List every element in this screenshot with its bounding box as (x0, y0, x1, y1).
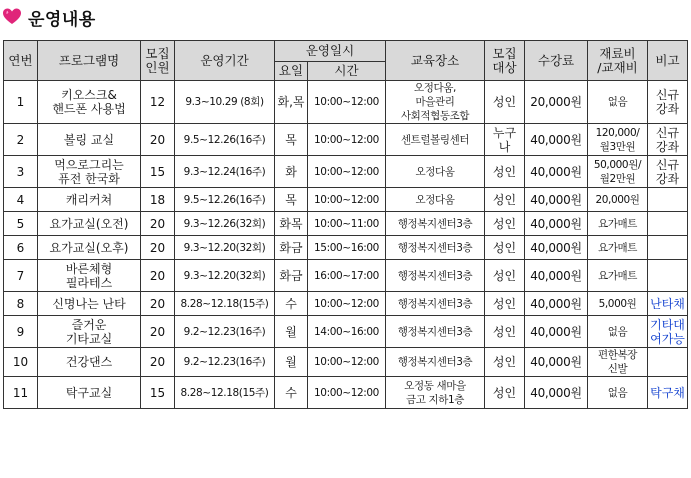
target-cell: 성인 (485, 348, 525, 377)
page-title (2, 4, 96, 30)
row-number-cell: 9 (4, 316, 38, 348)
day-cell: 목 (275, 188, 308, 212)
target-cell: 성인 (485, 81, 525, 124)
header-capacity: 모집 인원 (141, 41, 175, 81)
header-schedule: 운영일시 (275, 41, 386, 62)
material-cell: 없음 (588, 377, 648, 409)
note-cell: 탁구채 (648, 377, 688, 409)
heart-icon (2, 7, 22, 27)
period-cell: 9.3~12.26(32회) (175, 212, 275, 236)
table-row (4, 292, 688, 316)
note-cell (648, 236, 688, 260)
header-fee: 수강료 (525, 41, 588, 81)
period-cell: 8.28~12.18(15주) (175, 377, 275, 409)
header-target: 모집 대상 (485, 41, 525, 81)
period-cell: 9.3~10.29 (8회) (175, 81, 275, 124)
place-cell: 오정다움 (386, 156, 485, 188)
fee-cell: 40,000원 (525, 188, 588, 212)
note-cell: 신규 강좌 (648, 81, 688, 124)
place-cell: 행정복지센터3층 (386, 292, 485, 316)
day-cell: 월 (275, 348, 308, 377)
place-cell: 오정동 새마을 금고 지하1층 (386, 377, 485, 409)
period-cell: 9.2~12.23(16주) (175, 348, 275, 377)
header-day: 요일 (275, 62, 308, 81)
time-cell: 16:00~17:00 (308, 260, 386, 292)
program-name-cell: 캐리커쳐 (38, 188, 141, 212)
row-number-cell: 5 (4, 212, 38, 236)
day-cell: 목 (275, 124, 308, 156)
time-cell: 10:00~12:00 (308, 156, 386, 188)
fee-cell: 40,000원 (525, 156, 588, 188)
capacity-cell: 20 (141, 260, 175, 292)
program-name-cell: 즐거운 기타교실 (38, 316, 141, 348)
program-name-cell: 신명나는 난타 (38, 292, 141, 316)
fee-cell: 40,000원 (525, 124, 588, 156)
table-row (4, 236, 688, 260)
header-place: 교육장소 (386, 41, 485, 81)
program-name-cell: 키오스크& 핸드폰 사용법 (38, 81, 141, 124)
period-cell: 9.5~12.26(16주) (175, 188, 275, 212)
note-cell (648, 212, 688, 236)
material-cell: 없음 (588, 81, 648, 124)
capacity-cell: 20 (141, 236, 175, 260)
row-number-cell: 10 (4, 348, 38, 377)
program-name-cell: 먹으로그리는 퓨전 한국화 (38, 156, 141, 188)
day-cell: 화금 (275, 260, 308, 292)
note-cell (648, 348, 688, 377)
header-material: 재료비 /교재비 (588, 41, 648, 81)
table-row (4, 316, 688, 348)
period-cell: 9.3~12.20(32회) (175, 236, 275, 260)
place-cell: 오정다움, 마을관리 사회적협동조합 (386, 81, 485, 124)
place-cell: 행정복지센터3층 (386, 212, 485, 236)
note-cell: 난타채 (648, 292, 688, 316)
target-cell: 성인 (485, 377, 525, 409)
fee-cell: 40,000원 (525, 260, 588, 292)
capacity-cell: 20 (141, 212, 175, 236)
capacity-cell: 12 (141, 81, 175, 124)
row-number-cell: 11 (4, 377, 38, 409)
material-cell: 편한복장 신발 (588, 348, 648, 377)
header-row (4, 41, 688, 62)
table-row (4, 156, 688, 188)
time-cell: 10:00~11:00 (308, 212, 386, 236)
capacity-cell: 20 (141, 348, 175, 377)
row-number-cell: 3 (4, 156, 38, 188)
program-table (3, 40, 688, 409)
material-cell: 없음 (588, 316, 648, 348)
note-cell: 신규 강좌 (648, 124, 688, 156)
period-cell: 8.28~12.18(15주) (175, 292, 275, 316)
header-no: 연번 (4, 41, 38, 81)
note-cell: 기타대 여가능 (648, 316, 688, 348)
target-cell: 성인 (485, 156, 525, 188)
capacity-cell: 18 (141, 188, 175, 212)
capacity-cell: 20 (141, 292, 175, 316)
note-cell: 신규 강좌 (648, 156, 688, 188)
fee-cell: 40,000원 (525, 316, 588, 348)
header-note: 비고 (648, 41, 688, 81)
time-cell: 10:00~12:00 (308, 348, 386, 377)
row-number-cell: 6 (4, 236, 38, 260)
table-row (4, 212, 688, 236)
program-name-cell: 탁구교실 (38, 377, 141, 409)
header-period: 운영기간 (175, 41, 275, 81)
day-cell: 화목 (275, 212, 308, 236)
program-name-cell: 요가교실(오전) (38, 212, 141, 236)
day-cell: 월 (275, 316, 308, 348)
program-name-cell: 건강댄스 (38, 348, 141, 377)
fee-cell: 40,000원 (525, 292, 588, 316)
fee-cell: 20,000원 (525, 81, 588, 124)
place-cell: 행정복지센터3층 (386, 348, 485, 377)
fee-cell: 40,000원 (525, 348, 588, 377)
capacity-cell: 15 (141, 156, 175, 188)
time-cell: 10:00~12:00 (308, 81, 386, 124)
program-name-cell: 바른체형 필라테스 (38, 260, 141, 292)
material-cell: 요가매트 (588, 236, 648, 260)
row-number-cell: 7 (4, 260, 38, 292)
target-cell: 성인 (485, 260, 525, 292)
row-number-cell: 2 (4, 124, 38, 156)
time-cell: 10:00~12:00 (308, 292, 386, 316)
target-cell: 누구 나 (485, 124, 525, 156)
material-cell: 5,000원 (588, 292, 648, 316)
day-cell: 화 (275, 156, 308, 188)
row-number-cell: 8 (4, 292, 38, 316)
material-cell: 요가매트 (588, 260, 648, 292)
note-cell (648, 188, 688, 212)
note-cell (648, 260, 688, 292)
target-cell: 성인 (485, 292, 525, 316)
fee-cell: 40,000원 (525, 212, 588, 236)
material-cell: 120,000/ 월3만원 (588, 124, 648, 156)
program-name-cell: 요가교실(오후) (38, 236, 141, 260)
period-cell: 9.3~12.24(16주) (175, 156, 275, 188)
material-cell: 요가매트 (588, 212, 648, 236)
place-cell: 센트럴볼링센터 (386, 124, 485, 156)
period-cell: 9.2~12.23(16주) (175, 316, 275, 348)
place-cell: 행정복지센터3층 (386, 316, 485, 348)
program-name-cell: 볼링 교실 (38, 124, 141, 156)
table-body (4, 81, 688, 409)
table-row (4, 260, 688, 292)
day-cell: 화금 (275, 236, 308, 260)
period-cell: 9.5~12.26(16주) (175, 124, 275, 156)
title-text: 운영내용 (28, 9, 96, 30)
material-cell: 50,000원/ 월2만원 (588, 156, 648, 188)
place-cell: 행정복지센터3층 (386, 236, 485, 260)
capacity-cell: 15 (141, 377, 175, 409)
header-time: 시간 (308, 62, 386, 81)
fee-cell: 40,000원 (525, 377, 588, 409)
period-cell: 9.3~12.20(32회) (175, 260, 275, 292)
time-cell: 14:00~16:00 (308, 316, 386, 348)
time-cell: 10:00~12:00 (308, 124, 386, 156)
day-cell: 수 (275, 292, 308, 316)
fee-cell: 40,000원 (525, 236, 588, 260)
target-cell: 성인 (485, 188, 525, 212)
place-cell: 행정복지센터3층 (386, 260, 485, 292)
time-cell: 10:00~12:00 (308, 377, 386, 409)
target-cell: 성인 (485, 236, 525, 260)
target-cell: 성인 (485, 316, 525, 348)
day-cell: 수 (275, 377, 308, 409)
row-number-cell: 4 (4, 188, 38, 212)
target-cell: 성인 (485, 212, 525, 236)
place-cell: 오정다움 (386, 188, 485, 212)
capacity-cell: 20 (141, 124, 175, 156)
table-row (4, 377, 688, 409)
table-row (4, 188, 688, 212)
time-cell: 10:00~12:00 (308, 188, 386, 212)
table-row (4, 81, 688, 124)
table-row (4, 348, 688, 377)
row-number-cell: 1 (4, 81, 38, 124)
header-program: 프로그램명 (38, 41, 141, 81)
time-cell: 15:00~16:00 (308, 236, 386, 260)
capacity-cell: 20 (141, 316, 175, 348)
material-cell: 20,000원 (588, 188, 648, 212)
table-row (4, 124, 688, 156)
day-cell: 화,목 (275, 81, 308, 124)
